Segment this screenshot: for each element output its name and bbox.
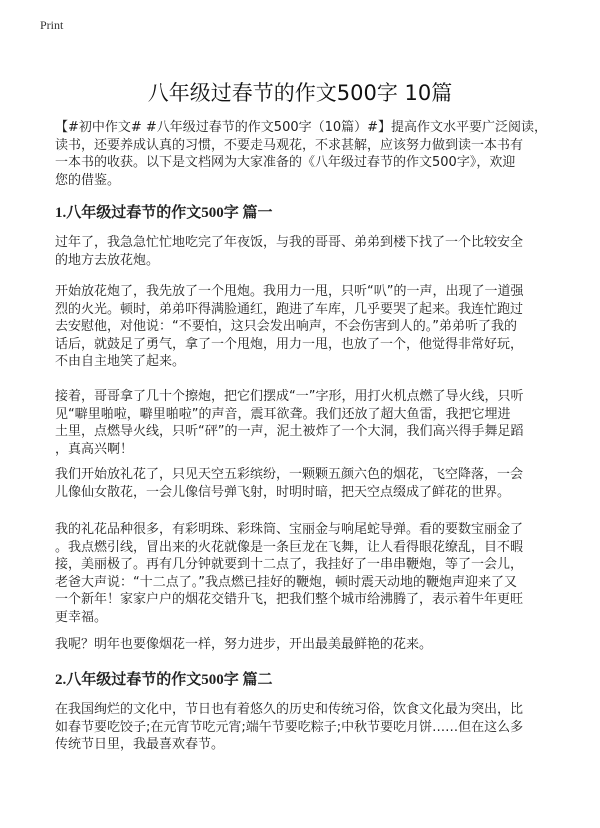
text-line: 一个新年！家家户户的烟花交错升飞，把我们整个城市给沸腾了，表示着牛年更旺 [55,592,524,608]
text-line: 读书，还要养成认真的习惯，不要走马观花，不求甚解，应该努力做到读一本书有 [55,137,524,153]
section-heading: 2.八年级过春节的作文500字 篇二 [55,672,273,688]
text-line: 您的借鉴。 [55,172,121,188]
text-line: 土里，点燃导火线，只听“砰”的一声，泥土被炸了一个大洞，我们高兴得手舞足蹈 [55,424,524,440]
text-line: 儿像仙女散花，一会儿像信号弹飞射，时明时暗，把天空点缀成了鲜花的世界。 [55,484,511,500]
print-link[interactable]: Print [40,18,64,32]
text-line: 见“噼里啪啦，噼里啪啦”的声音，震耳欲聋。我们还放了超大鱼雷，我把它埋进 [55,406,511,422]
text-line: 接着，哥哥拿了几十个擦炮，把它们摆成“一”字形，用打火机点燃了导火线，只听 [55,389,524,404]
paragraph [55,234,555,269]
text-line: 在我国绚烂的文化中，节日也有着悠久的历史和传统习俗，饮食文化最为突出，比 [55,702,524,717]
intro-paragraph [55,119,555,189]
paragraph [55,466,555,501]
section-heading: 1.八年级过春节的作文500字 篇一 [55,205,273,221]
text-line: 【#初中作文# #八年级过春节的作文500字（10篇）#】提高作文水平要广泛阅读， [55,120,548,135]
text-line: 话后，就鼓足了勇气，拿了一个甩炮，用力一甩，也放了一个，他觉得非常好玩， [55,336,524,352]
text-line: 我的礼花品种很多，有彩明珠、彩珠筒、宝丽金与响尾蛇导弹。看的要数宝丽金了 [55,522,524,537]
text-line: 接，美丽极了。再有几分钟就要到十二点了，我挂好了一串串鞭炮，等了一会儿， [55,557,524,573]
paragraph [55,283,555,371]
text-line: 如春节要吃饺子;在元宵节吃元宵;端午节要吃粽子;中秋节要吃月饼……但在这么多 [55,719,524,735]
text-line: 更幸福。 [55,609,108,625]
page-title: 八年级过春节的作文500字 10篇 [147,81,453,105]
text-line: 我们开始放礼花了，只见天空五彩缤纷，一颗颗五颜六色的烟花，飞空降落，一会 [55,467,524,482]
paragraph [55,521,555,627]
paragraph [55,701,555,754]
text-line: 我呢？明年也要像烟花一样，努力进步，开出最美最鲜艳的花来。 [55,637,433,652]
text-line: 不由自主地笑了起来。 [55,354,186,370]
text-line: 。我点燃引线，冒出来的火花就像是一条巨龙在飞舞，让人看得眼花缭乱，目不暇 [55,539,524,555]
text-line: 去安慰他，对他说：“不要怕，这只会发出响声，不会伤害到人的。”弟弟听了我的 [55,319,517,335]
text-line: 传统节日里，我最喜欢春节。 [55,737,225,753]
text-line: 烈的火光。顿时，弟弟吓得满脸通红，跑进了车库，几乎要哭了起来。我连忙跑过 [55,301,524,317]
text-line: 的地方去放花炮。 [55,252,160,268]
text-line: 过年了，我急急忙忙地吃完了年夜饭，与我的哥哥、弟弟到楼下找了一个比较安全 [55,235,524,250]
text-line: 一本书的收获。以下是文档网为大家准备的《八年级过春节的作文500字》，欢迎 [55,155,516,171]
text-line: 老爸大声说：“十二点了。”我点燃已挂好的鞭炮，顿时震天动地的鞭炮声迎来了又 [55,574,517,590]
paragraph [55,636,555,654]
paragraph [55,388,555,458]
text-line: ，真高兴啊！ [55,441,134,457]
text-line: 开始放花炮了，我先放了一个甩炮。我用力一甩，只听“叭”的一声，出现了一道强 [55,284,524,299]
